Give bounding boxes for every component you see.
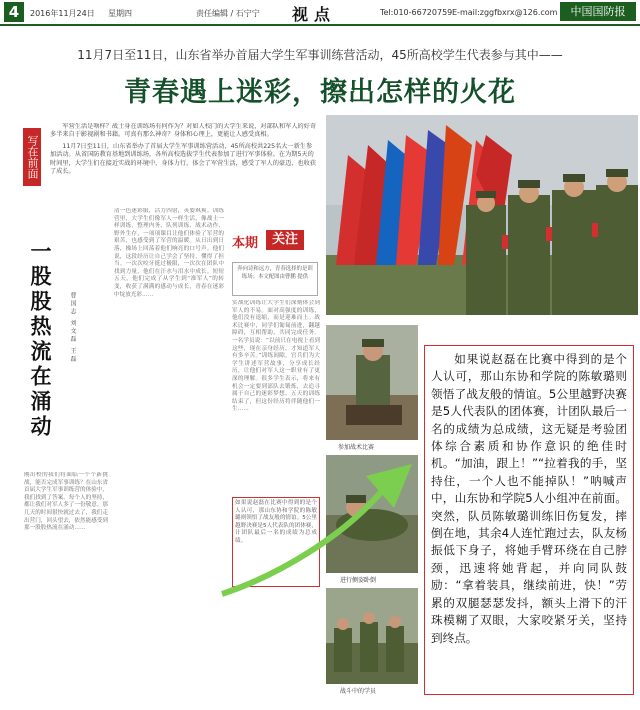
body-column: 清一色迷彩服，活力四射，英姿飒爽。训练营里，大学生们像军人一样生活，像战士一样训练，整理内务、队列训练、战术动作、野外生存，一项项课目让他们体验了军营的艰苦，也感受到了军营的温暖。从日出到日落，操场上回荡着他们响亮的口号声。他们说，这段经历让自己学会了坚持，懂得了担当。一次次咬牙挺过极限，一次次在团队中找到力量，他们在汗水与泪水中成长。短短五天，他们完成了从学生到“准军人”的转变，收获了满满的感动与成长，青春在迷彩中绽放光彩…… bbox=[114, 208, 224, 298]
column-badge-label: 本期 bbox=[232, 236, 259, 251]
contact-email: E-mail:zggfbxrx@126.com bbox=[452, 8, 558, 17]
photo-caption: 战斗中的学员 bbox=[340, 688, 377, 695]
editor-note: 奔向诗和远方，青春选择的是训练场；本文配图由曹鹏 提供 bbox=[232, 262, 318, 296]
column-title: 一股股热流在涌动 bbox=[28, 240, 52, 440]
column-badge-tag: 关注 bbox=[266, 230, 304, 250]
intro-paragraph: 军营生活是啥样？战士身在训练场有何作为？对如人校门的大学生来说，对部队和军人的好奇多半来自于影视剧和书籍。可真有那么神奇？身体和心理上，更能让人感受真相。 bbox=[50, 123, 317, 139]
intro-text bbox=[50, 123, 318, 203]
photo-caption: 进行侧姿卧倒 bbox=[340, 577, 377, 584]
kicker: 11月7日至11日，山东省举办首届大学生军事训练营活动，45所高校学生代表参与其中—— bbox=[77, 48, 563, 62]
photo-caption: 参加战术比赛 bbox=[338, 444, 375, 451]
tactics-photo bbox=[326, 325, 418, 440]
source-highlight: 如果说赵磊在比赛中得到的是个人认可，那山东协和学院的陈敏璐则领悟了战友般的情谊。5公里越野决赛是5人代表队的团体赛，计团队最后一名的成绩为总成绩。 bbox=[232, 497, 320, 587]
byline: 曹国志 刘文磊 王磊 bbox=[69, 292, 76, 364]
body-column: 刚出校的我们将面临一个个新挑战，能否完成军事训练？在山东省首届大学生军事训练营的体验中，我们找到了答案。每个人的坚持，都让我们对军人多了一份敬意。那几天的时间很快就过去了，我们走出营门，回头望去，依然能感受到那一股股热流在涌动…… bbox=[24, 472, 108, 532]
contact-phone: Tel:010-66720759 bbox=[380, 8, 453, 17]
issue-date: 2016年11月24日 bbox=[30, 9, 95, 18]
editor-credit: 责任编辑 / 石宁宁 bbox=[196, 9, 260, 18]
headline: 青春遇上迷彩，擦出怎样的火花 bbox=[124, 77, 516, 108]
weekday: 星期四 bbox=[108, 9, 132, 18]
page-number: 4 bbox=[4, 2, 24, 22]
parade-photo bbox=[326, 115, 638, 315]
intro-paragraph: 11月7日至11日，山东省举办了首届大学生军事训练营活动，45所高校共225名大一新生参加活动。从省国防教育基地到训练场，各所高校选拔学生代表参加了进行军事体验。在为期5天的时间里，大学生们在接近实战的环境中，身体力行，体会了军营生活，感受了军人的豪迈，也收获了成长。 bbox=[50, 142, 317, 176]
newspaper-logo: 中国国防报 bbox=[560, 2, 636, 21]
zoomed-callout: 如果说赵磊在比赛中得到的是个人认可，那山东协和学院的陈敏璐则领悟了战友般的情谊。5公里越野决赛是5人代表队的团体赛，计团队最后一名的成绩为总成绩，这无疑是考验团体综合素质和协作意识的绝佳时机。“加油，跟上！”“拉着我的手，坚持住，一个人也不能掉队！”呐喊声中，山东协和学院5人小组冲在前面。突然，队员陈敏璐训练旧伤复发，摔倒在地，其余4人连忙跑过去，队友杨振低下身子，将她手臂环绕在自己脖颈，迅速将她背起，并向同队鼓励：“拿着装具，继续前进，快！”劳累的双腿瑟瑟发抖，额头上滑下的汗珠模糊了双眼，大家咬紧牙关，坚持到终点。 bbox=[424, 345, 634, 695]
section-name: 视点 bbox=[292, 5, 337, 24]
intro-tag: 写在前面 bbox=[23, 128, 41, 186]
body-column: 实战化训练让大学生们深刻体会到军人的不易。面对高强度的训练，他们没有退缩，而是迎难而上。战术比赛中，同学们匍匐前进，翻越障碍，互相帮助，共同完成任务。一名学员说：“以前只在电视上看到这些，现在亲身经历，才知道军人有多辛苦。”训练间隙，官兵们为大学生讲述军营故事，分享成长经历，让他们对军人这一职业有了更深的理解。很多学生表示，将来有机会一定要到部队去锻炼，去追寻属于自己的迷彩梦想。五天的训练结束了，但这份经历将伴随他们一生…… bbox=[232, 300, 320, 413]
green-arrow-icon bbox=[216, 456, 426, 606]
